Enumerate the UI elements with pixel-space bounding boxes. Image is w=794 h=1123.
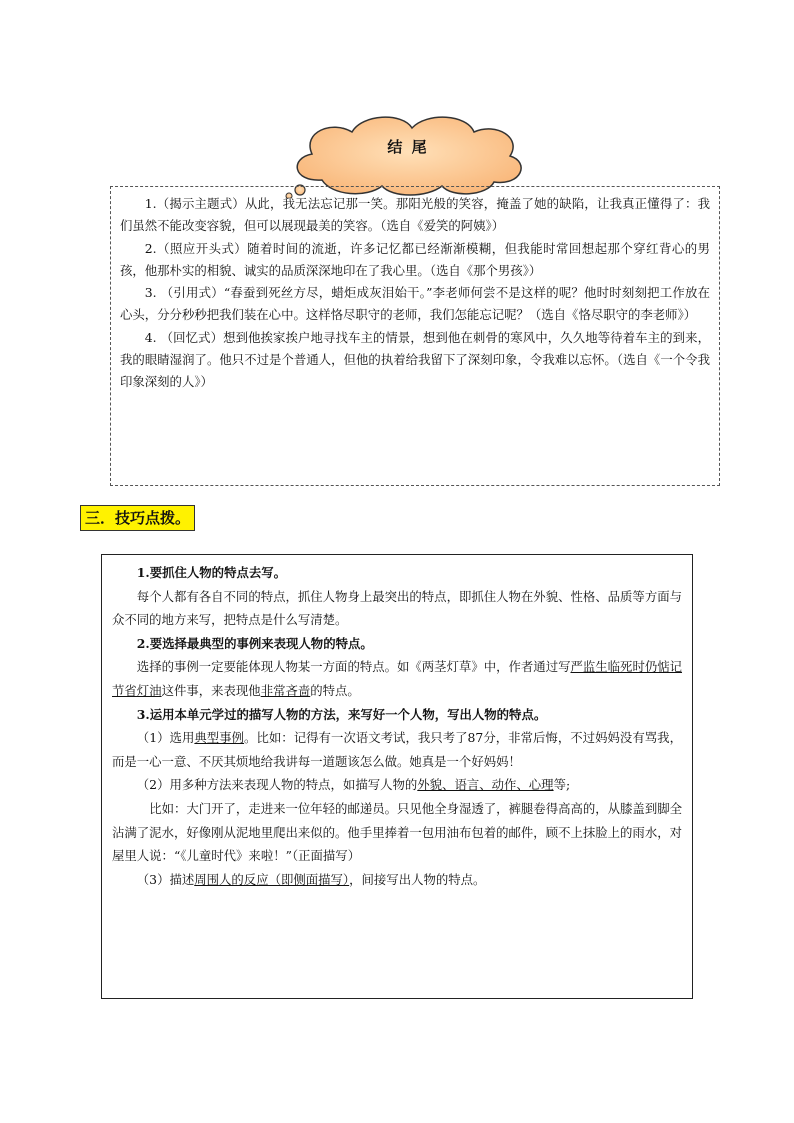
underline-side-description: 周围人的反应（即侧面描写） bbox=[194, 871, 350, 887]
tip-3-sub-1: （1）选用典型事例。比如：记得有一次语文考试，我只考了87分，非常后悔，不过妈妈没有骂我，而是一心一意、不厌其烦地给我讲每一道题该怎么做。她真是一个好妈妈！ bbox=[112, 730, 682, 769]
endings-box bbox=[110, 186, 720, 486]
tip-1-title: 1.要抓住人物的特点去写。 bbox=[136, 565, 287, 580]
tip-3-sub-2-example: 比如：大门开了，走进来一位年轻的邮递员。只见他全身湿透了，裤腿卷得高高的，从膝盖到脚全沾满了泥水，好像刚从泥地里爬出来似的。他手里捧着一包用油布包着的邮件，顾不上抹脸上的雨水，对屋里人说：“《儿童时代》来啦！”（正面描写） bbox=[112, 800, 682, 864]
underline-trait: 非常吝啬 bbox=[260, 682, 311, 698]
section3-heading: 三．技巧点拨。 bbox=[80, 505, 195, 531]
tip-3-sub-2: （2）用多种方法来表现人物的特点，如描写人物的外貌、语言、动作、心理等; bbox=[136, 777, 571, 793]
tip-2-title: 2.要选择最典型的事例来表现人物的特点。 bbox=[136, 635, 373, 651]
ending-item-1: 1.（揭示主题式）从此，我无法忘记那一笑。那阳光般的笑容，掩盖了她的缺陷，让我真正懂得了：我们虽然不能改变容貌，但可以展现最美的笑容。（选自《爱笑的阿姨》） bbox=[120, 196, 710, 234]
underline-methods: 外貌、语言、动作、心理 bbox=[417, 777, 554, 793]
underline-typical-event: 典型事例 bbox=[194, 730, 245, 746]
ending-item-2: 2.（照应开头式）随着时间的流逝，许多记忆都已经渐渐模糊，但我能时常回想起那个穿红背心的男孩，他那朴实的相貌、诚实的品质深深地印在了我心里。（选自《那个男孩》） bbox=[120, 240, 710, 278]
ending-item-3: 3. （引用式）“春蚕到死丝方尽，蜡炬成灰泪始干。”李老师何尝不是这样的呢？他时时刻刻把工作放在心头，分分秒秒把我们装在心中。这样恪尽职守的老师，我们怎能忘记呢？（选自《恪尽职守的李老师》） bbox=[120, 285, 710, 323]
underline-example-event: 严监生临死时仍惦记节省灯油 bbox=[112, 659, 683, 698]
ending-item-4: 4. （回忆式）想到他挨家挨户地寻找车主的情景，想到他在刺骨的寒风中，久久地等待着车主的到来，我的眼睛湿润了。他只不过是个普通人，但他的执着给我留下了深刻印象，令我难以忘怀。（选自《一个令我印象深刻的人》） bbox=[120, 329, 710, 390]
ending-cloud-banner bbox=[282, 110, 534, 198]
tip-3-sub-3: （3）描述周围人的反应（即侧面描写），间接写出人物的特点。 bbox=[136, 871, 486, 887]
tips-box bbox=[101, 554, 693, 999]
tip-1-text: 每个人都有各自不同的特点，抓住人物身上最突出的特点，即抓住人物在外貌、性格、品质等方面与众不同的地方来写，把特点是什么写清楚。 bbox=[112, 588, 682, 628]
tip-3-title: 3.运用本单元学过的描写人物的方法，来写好一个人物，写出人物的特点。 bbox=[136, 706, 547, 722]
cloud-title: 结 尾 bbox=[387, 138, 429, 156]
tip-2-text: 选择的事例一定要能体现人物某一方面的特点。如《两茎灯草》中，作者通过写严监生临死时仍惦记节省灯油这件事，来表现他非常吝啬的特点。 bbox=[112, 659, 683, 698]
